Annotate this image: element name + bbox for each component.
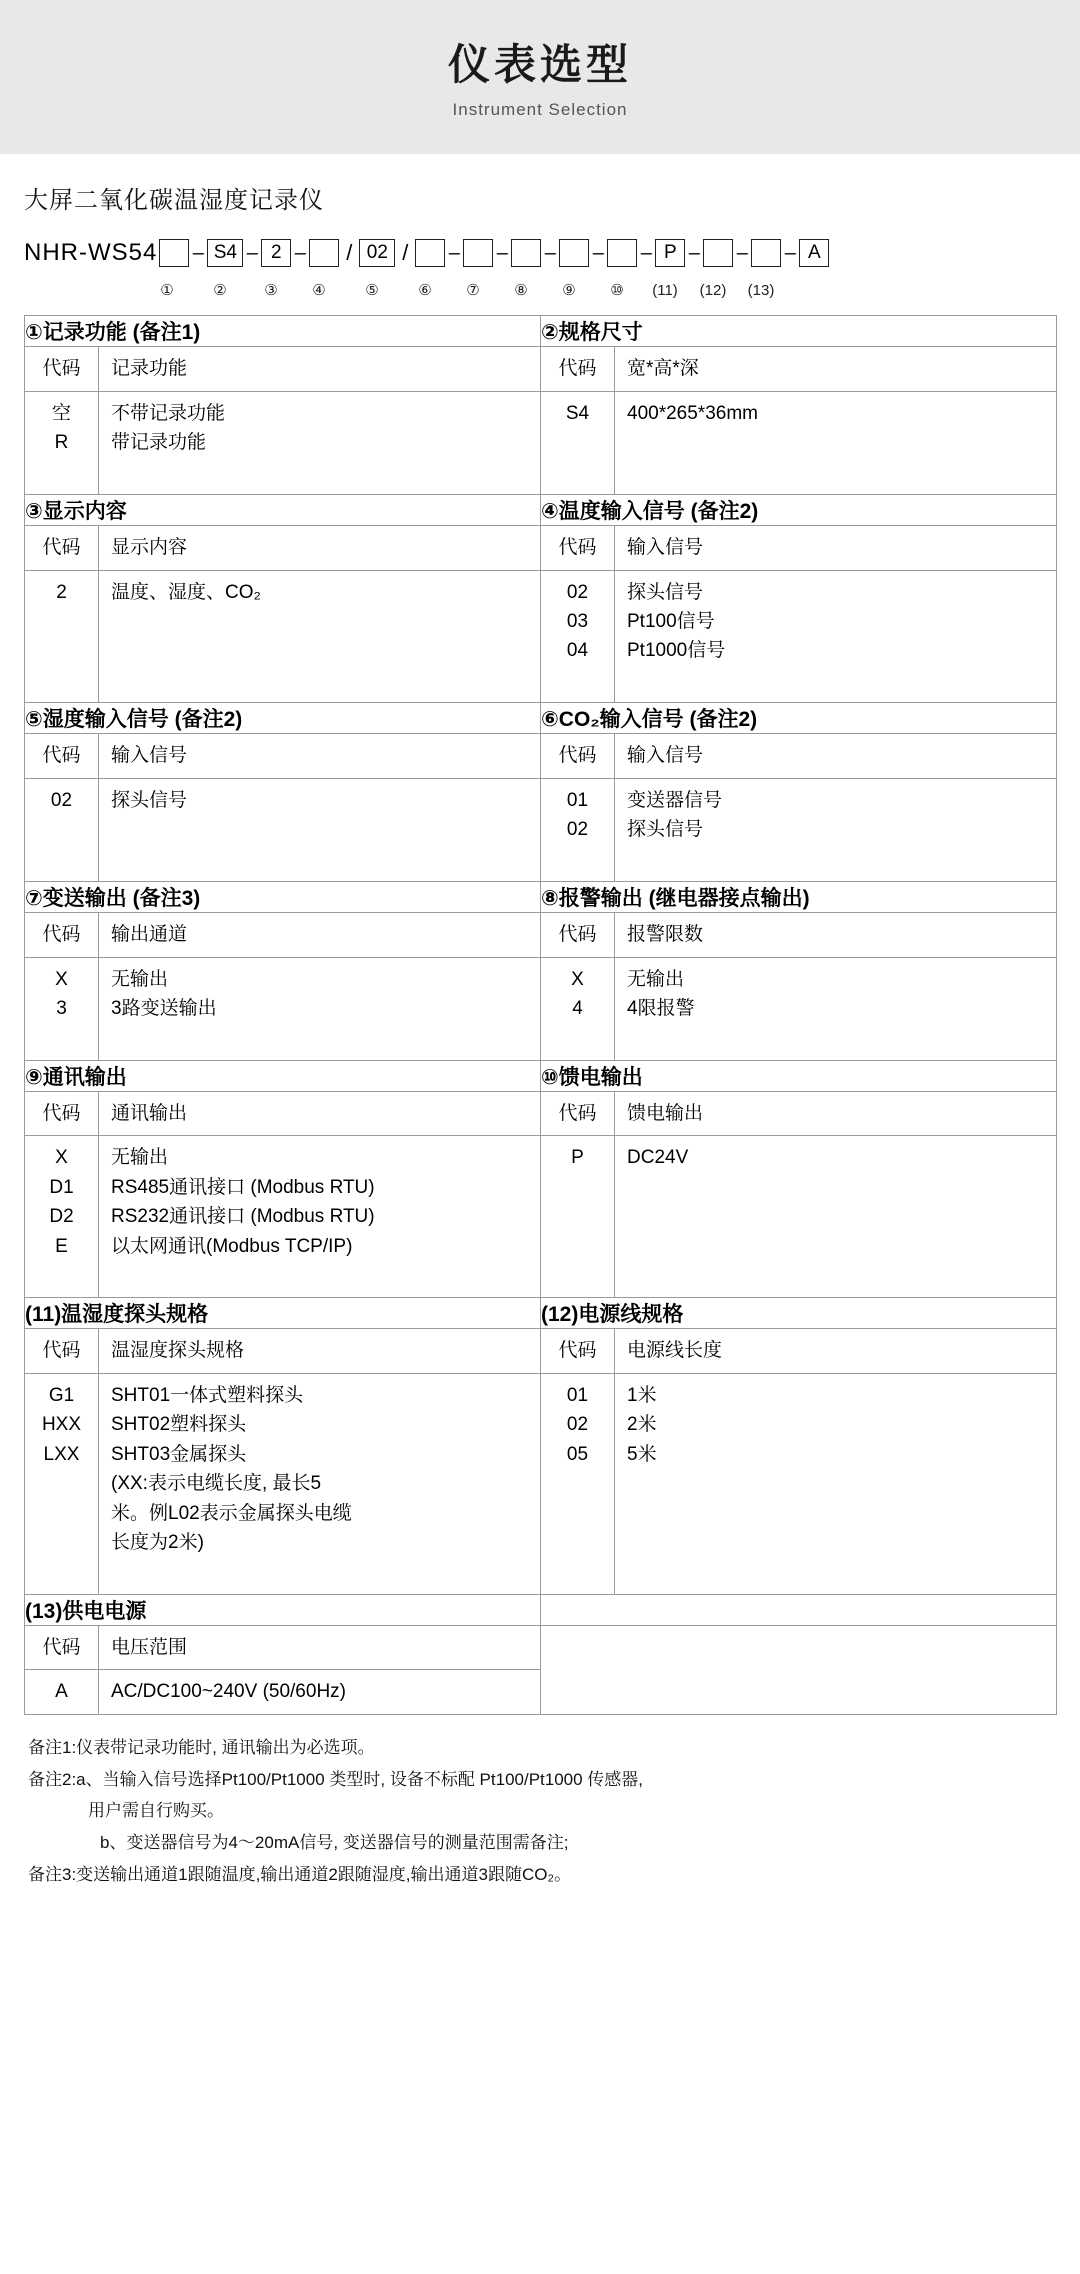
section-13-header [25,1626,540,1670]
desc-col [615,779,1056,881]
code-col [541,571,615,703]
section-body-6 [541,734,1057,882]
section-body-8 [541,913,1057,1061]
section-6-header [541,734,1056,778]
code-box-13[interactable] [751,239,781,267]
section-1-header [25,347,540,391]
code-index-6: ⑥ [418,282,432,300]
col-desc-header: 电压范围 [111,1636,188,1658]
col-desc-header: 输入信号 [627,537,704,559]
section-body-row [25,1625,1057,1714]
code-col [25,958,99,1060]
row-code: R [54,432,69,454]
row-desc: 以太网通讯(Modbus TCP/IP) [111,1235,353,1257]
row-code: 01 [566,1384,589,1406]
row-code: 02 [566,1414,589,1436]
section-body-13 [25,1625,541,1714]
section-3-header [25,526,540,570]
section-title-row [25,882,1057,913]
col-desc-header: 输入信号 [111,745,188,767]
section-title-row [25,1060,1057,1091]
row-code: P [571,1147,584,1169]
note-2-cont: 用户需自行购买。 [88,1801,224,1821]
code-index-10: ⑩ [610,282,624,300]
code-box-11[interactable]: P [655,239,685,267]
col-code-header: 代码 [25,1092,99,1135]
section-5-header [25,734,540,778]
section-4-rows [541,571,1056,703]
desc-col [99,958,540,1060]
row-desc: DC24V [627,1147,689,1169]
desc-col [99,779,540,881]
section-12-rows [541,1374,1056,1594]
code-box-2[interactable]: S4 [207,239,243,267]
col-code-header: 代码 [25,347,99,390]
section-title-5: ⑤湿度输入信号 (备注2) [25,703,541,734]
section-body-empty [541,1625,1057,1714]
empty-cell [541,1626,1056,1699]
row-code: S4 [565,402,590,424]
section-body-row [25,1329,1057,1595]
section-11-rows [25,1374,540,1594]
section-8-rows [541,958,1056,1060]
code-index-9: ⑨ [562,282,576,300]
model-code-line [0,231,1080,275]
section-title-7: ⑦变送输出 (备注3) [25,882,541,913]
empty-block [541,1626,1056,1699]
row-code: G1 [48,1384,75,1406]
row-desc: SHT03金属探头 [111,1443,247,1465]
section-10-header [541,1092,1056,1136]
note-2: 备注2:a、当输入信号选择Pt100/Pt1000 类型时, 设备不标配 Pt100/Pt1000 传感器, [28,1769,644,1789]
section-6-rows [541,779,1056,881]
desc-col [615,958,1056,1060]
page-subtitle: Instrument Selection [452,100,628,120]
code-col [25,1136,99,1297]
code-col [25,1670,99,1713]
row-desc: SHT01一体式塑料探头 [111,1384,304,1406]
code-col [25,392,99,494]
section-body-3 [25,526,541,703]
row-desc: SHT02塑料探头 [111,1414,247,1436]
row-code: X [55,1147,68,1169]
code-index-5: ⑤ [365,282,379,300]
col-code-header: 代码 [25,913,99,956]
section-13-rows [25,1670,540,1713]
code-index-11: (11) [652,281,678,299]
section-body-4 [541,526,1057,703]
section-title-row [25,316,1057,347]
row-code: X [55,968,68,990]
col-code-header: 代码 [541,734,615,777]
section-title-row [25,703,1057,734]
section-9-header [25,1092,540,1136]
code-index-4: ④ [312,282,326,300]
row-desc: RS485通讯接口 (Modbus RTU) [111,1176,375,1198]
section-title-13: (13)供电电源 [25,1594,541,1625]
product-name: 大屏二氧化碳温湿度记录仪 [24,187,324,215]
selection-tables [0,305,1080,1714]
code-box-4[interactable] [309,239,339,267]
section-title-3: ③显示内容 [25,495,541,526]
row-code: D1 [49,1176,74,1198]
row-code: LXX [43,1443,80,1465]
section-body-row [25,347,1057,495]
code-col [541,1374,615,1594]
code-dash: – [448,241,460,264]
code-box-8[interactable] [511,239,541,267]
row-desc: 长度为2米) [111,1532,204,1554]
section-title-10: ⑩馈电输出 [541,1060,1057,1091]
row-desc: Pt100信号 [627,611,715,633]
code-index-row [0,275,1080,305]
row-code: 01 [566,789,589,811]
row-code: 05 [566,1443,589,1465]
col-desc-header: 通讯输出 [111,1102,188,1124]
col-desc-header: 电源线长度 [627,1340,723,1362]
section-body-row [25,734,1057,882]
code-box-3[interactable]: 2 [261,239,291,267]
section-11-header [25,1329,540,1373]
note-2b: b、变送器信号为4～20mA信号, 变送器信号的测量范围需备注; [100,1833,569,1853]
code-dash: – [784,241,796,264]
section-1-rows [25,392,540,494]
row-desc: 带记录功能 [111,432,207,454]
col-code-header: 代码 [25,1626,99,1669]
row-desc: (XX:表示电缆长度, 最长5 [111,1473,322,1495]
section-body-row [25,913,1057,1061]
code-slash: / [402,240,409,266]
section-body-2 [541,347,1057,495]
row-desc: 探头信号 [627,581,704,603]
row-code: 2 [56,581,67,603]
code-col [25,1374,99,1594]
code-col [25,571,99,703]
row-code: A [55,1681,68,1703]
section-8-header [541,913,1056,957]
note-1: 备注1:仪表带记录功能时, 通讯输出为必选项。 [28,1737,375,1757]
code-dash: – [544,241,556,264]
code-col [541,958,615,1060]
code-dash: – [496,241,508,264]
row-desc: Pt1000信号 [627,640,726,662]
row-desc: 400*265*36mm [627,402,758,424]
row-desc: 不带记录功能 [111,402,226,424]
row-code: 3 [56,997,67,1019]
col-desc-header: 显示内容 [111,537,188,559]
col-desc-header: 记录功能 [111,358,188,380]
section-body-11 [25,1329,541,1595]
row-desc: 米。例L02表示金属探头电缆 [111,1502,352,1524]
desc-col [615,392,1056,494]
col-code-header: 代码 [25,526,99,569]
section-7-rows [25,958,540,1060]
col-desc-header: 报警限数 [627,924,704,946]
code-dash: – [592,241,604,264]
row-desc: RS232通讯接口 (Modbus RTU) [111,1206,375,1228]
code-index-12: (12) [699,281,727,299]
row-code: 4 [572,997,583,1019]
row-code: 空 [51,402,71,424]
section-body-5 [25,734,541,882]
code-box-10[interactable] [607,239,637,267]
code-dash: – [294,241,306,264]
section-7-header [25,913,540,957]
desc-col [615,1136,1056,1297]
code-index-2: ② [213,282,227,300]
section-body-row [25,526,1057,703]
code-index-13: (13) [747,281,775,299]
code-box-9[interactable] [559,239,589,267]
model-code-prefix: NHR-WS54 [24,239,158,267]
section-5-rows [25,779,540,881]
section-title-1: ①记录功能 (备注1) [25,316,541,347]
section-title-8: ⑧报警输出 (继电器接点输出) [541,882,1057,913]
code-dash: – [192,241,204,264]
section-10-rows [541,1136,1056,1297]
section-12-header [541,1329,1056,1373]
code-dash: – [688,241,700,264]
section-title-empty [541,1594,1057,1625]
section-title-2: ②规格尺寸 [541,316,1057,347]
row-desc: 无输出 [111,968,169,990]
row-desc: 变送器信号 [627,789,723,811]
section-body-1 [25,347,541,495]
col-code-header: 代码 [541,913,615,956]
section-title-4: ④温度输入信号 (备注2) [541,495,1057,526]
row-code: 03 [566,611,589,633]
page-title: 仪表选型 [447,41,632,88]
section-title-row [25,1594,1057,1625]
row-desc: 5米 [627,1443,657,1465]
code-box-14[interactable]: A [799,239,829,267]
code-dash: – [640,241,652,264]
section-2-rows [541,392,1056,494]
section-title-12: (12)电源线规格 [541,1298,1057,1329]
code-col [25,779,99,881]
code-box-7[interactable] [463,239,493,267]
col-desc-header: 输入信号 [627,745,704,767]
section-title-11: (11)温湿度探头规格 [25,1298,541,1329]
row-code: D2 [49,1206,74,1228]
section-title-row [25,1298,1057,1329]
section-body-9 [25,1091,541,1298]
desc-col [99,1670,540,1713]
col-code-header: 代码 [541,526,615,569]
code-col [541,392,615,494]
row-desc: 2米 [627,1414,657,1436]
col-desc-header: 馈电输出 [627,1102,704,1124]
row-code: X [571,968,584,990]
row-desc: 无输出 [111,1147,169,1169]
desc-col [99,392,540,494]
section-title-row [25,495,1057,526]
code-box-5[interactable]: 02 [359,239,395,267]
desc-col [99,1374,540,1594]
section-title-6: ⑥CO₂输入信号 (备注2) [541,703,1057,734]
selection-grid [24,315,1057,1714]
row-desc: AC/DC100~240V (50/60Hz) [111,1681,346,1703]
note-3: 备注3:变送输出通道1跟随温度,输出通道2跟随湿度,输出通道3跟随CO₂。 [28,1864,572,1884]
code-dash: – [246,241,258,264]
section-body-row [25,1091,1057,1298]
row-code: 02 [566,581,589,603]
code-dash: – [736,241,748,264]
section-body-12 [541,1329,1057,1595]
notes-block [0,1715,1080,1902]
sheet [0,154,1080,2274]
desc-col [99,1136,540,1297]
desc-col [615,571,1056,703]
section-4-header [541,526,1056,570]
row-desc: 3路变送输出 [111,997,217,1019]
row-desc: 探头信号 [111,789,188,811]
code-col [541,1136,615,1297]
section-2-header [541,347,1056,391]
code-index-7: ⑦ [466,282,480,300]
code-box-6[interactable] [415,239,445,267]
section-body-7 [25,913,541,1061]
code-box-12[interactable] [703,239,733,267]
page-header [0,0,1080,154]
code-index-3: ③ [264,282,278,300]
section-9-rows [25,1136,540,1297]
row-desc: 无输出 [627,968,685,990]
col-code-header: 代码 [541,347,615,390]
code-box-1[interactable] [159,239,189,267]
row-code: 04 [566,640,589,662]
row-desc: 1米 [627,1384,657,1406]
col-desc-header: 温湿度探头规格 [111,1340,245,1362]
desc-col [615,1374,1056,1594]
col-code-header: 代码 [25,1329,99,1372]
code-col [541,779,615,881]
section-body-10 [541,1091,1057,1298]
row-desc: 4限报警 [627,997,695,1019]
col-code-header: 代码 [541,1329,615,1372]
row-desc: 温度、湿度、CO₂ [111,581,261,603]
col-desc-header: 输出通道 [111,924,188,946]
desc-col [99,571,540,703]
col-code-header: 代码 [541,1092,615,1135]
code-index-8: ⑧ [514,282,528,300]
code-index-1: ① [160,282,174,300]
row-code: HXX [41,1414,82,1436]
row-code: 02 [50,789,73,811]
col-code-header: 代码 [25,734,99,777]
row-desc: 探头信号 [627,819,704,841]
code-slash: / [346,240,353,266]
row-code: E [55,1235,68,1257]
row-code: 02 [566,819,589,841]
section-3-rows [25,571,540,703]
col-desc-header: 宽*高*深 [627,358,699,380]
section-title-9: ⑨通讯输出 [25,1060,541,1091]
